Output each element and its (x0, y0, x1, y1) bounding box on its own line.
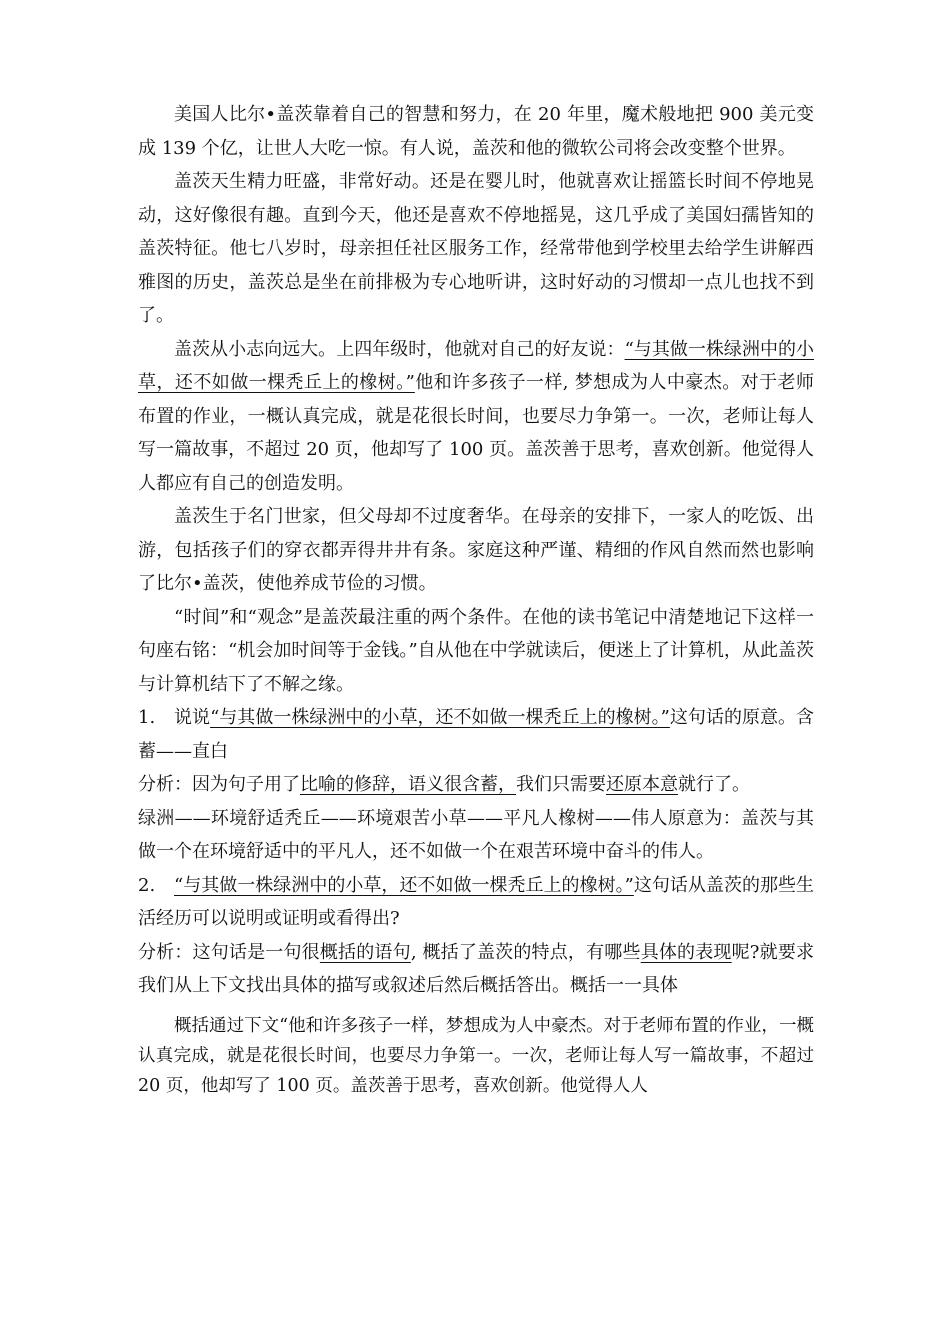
question-number: 1. (138, 707, 156, 728)
document-page (138, 98, 814, 1101)
analysis-1-underline-1: 比喻的修辞，语义很含蓄， (300, 774, 516, 795)
analysis-2-text-a: 分析：这句话是一句很 (138, 941, 320, 963)
analysis-2-underline-1: 概括的语句 (319, 941, 411, 963)
question-1-quote: “与其做一株绿洲中的小草，还不如做一棵秃丘上的橡树。” (210, 707, 670, 728)
analysis-2-text-c: 呢?就要求我们从上下文找出具体的描写或叙述后然后概括答出。概括一一具体 (138, 941, 815, 996)
paragraph-time: “时间”和“观念”是盖茨最注重的两个条件。在他的读书笔记中清楚地记下这样一句座右铭：“机会加时间等于金钱。”自从他在中学就读后，便迷上了计算机，从此盖茨与计算机结下了不解之缘。 (138, 606, 814, 695)
question-2-quote: “与其做一株绿洲中的小草，还不如做一棵秃丘上的橡树。” (174, 874, 634, 896)
paragraph-family: 盖茨生于名门世家，但父母却不过度奢华。在母亲的安排下，一家人的吃饭、出游，包括孩子们的穿衣都弄得井井有条。家庭这种严谨、精细的作风自然而然也影响了比尔•盖茨，使他养成节俭的习惯。 (138, 506, 814, 594)
analysis-1-text-c: 就行了。 (678, 774, 750, 795)
analysis-2-underline-2: 具体的表现 (640, 941, 732, 963)
ambition-text-b: 他和许多孩子一样, 梦想成为人中豪杰。对于老师布置的作业，一概认真完成，就是花很长时间，也要尽力争第一。一次，老师让每人写一篇故事，不超过 20 页，他却写了 100 页。盖茨善于思考，喜欢创新。他觉得人人都应有自己的创造发明。 (138, 372, 814, 494)
analysis-1-underline-2: 还原本意 (606, 774, 678, 795)
paragraph-summary: 概括通过下文“他和许多孩子一样，梦想成为人中豪杰。对于老师布置的作业，一概认真完成，就是花很长时间，也要尽力争第一。一次，老师让每人写一篇故事，不超过 20 页，他却写了 100 页。盖茨善于思考，喜欢创新。他觉得人人 (138, 1015, 814, 1096)
question-2 (138, 869, 814, 936)
question-1-text-a: 说说 (174, 707, 211, 728)
paragraph-energy: 盖茨天生精力旺盛，非常好动。还是在婴儿时，他就喜欢让摇篮长时间不停地晃动，这好像很有趣。直到今天，他还是喜欢不停地摇晃，这几乎成了美国妇孺皆知的盖茨特征。他七八岁时，母亲担任社区服务工作，经常带他到学校里去给学生讲解西雅图的历史，盖茨总是坐在前排极为专心地听讲，这时好动的习惯却一点儿也找不到了。 (138, 171, 814, 326)
analysis-1-text-b: 我们只需要 (516, 774, 606, 795)
question-1 (138, 701, 814, 768)
question-1-text-b: 这句话的原意。含蓄——直白 (138, 707, 815, 762)
key-quote: “与其做一株绿洲中的小草，还不如做一棵秃丘上的橡树。” (138, 338, 815, 393)
question-number: 2. (138, 874, 156, 896)
analysis-1-explanation: 绿洲——环境舒适秃丘——环境艰苦小草——平凡人橡树——伟人原意为：盖茨与其做一个在环境舒适中的平凡人，还不如做一个在艰苦环境中奋斗的伟人。 (138, 807, 814, 862)
analysis-1-text-a: 分析：因为句子用了 (138, 774, 300, 795)
question-2-text-b: 这句话从盖茨的那些生活经历可以说明或证明或看得出? (138, 874, 815, 929)
ambition-text-a: 盖茨从小志向远大。上四年级时，他就对自己的好友说： (174, 338, 625, 360)
analysis-1 (138, 768, 814, 802)
analysis-2 (138, 936, 814, 1003)
paragraph-intro: 美国人比尔•盖茨靠着自己的智慧和努力，在 20 年里，魔术般地把 900 美元变成 139 个亿，让世人大吃一惊。有人说，盖茨和他的微软公司将会改变整个世界。 (138, 104, 814, 159)
analysis-2-text-b: , 概括了盖茨的特点，有哪些 (410, 941, 641, 963)
paragraph-ambition (138, 333, 814, 501)
